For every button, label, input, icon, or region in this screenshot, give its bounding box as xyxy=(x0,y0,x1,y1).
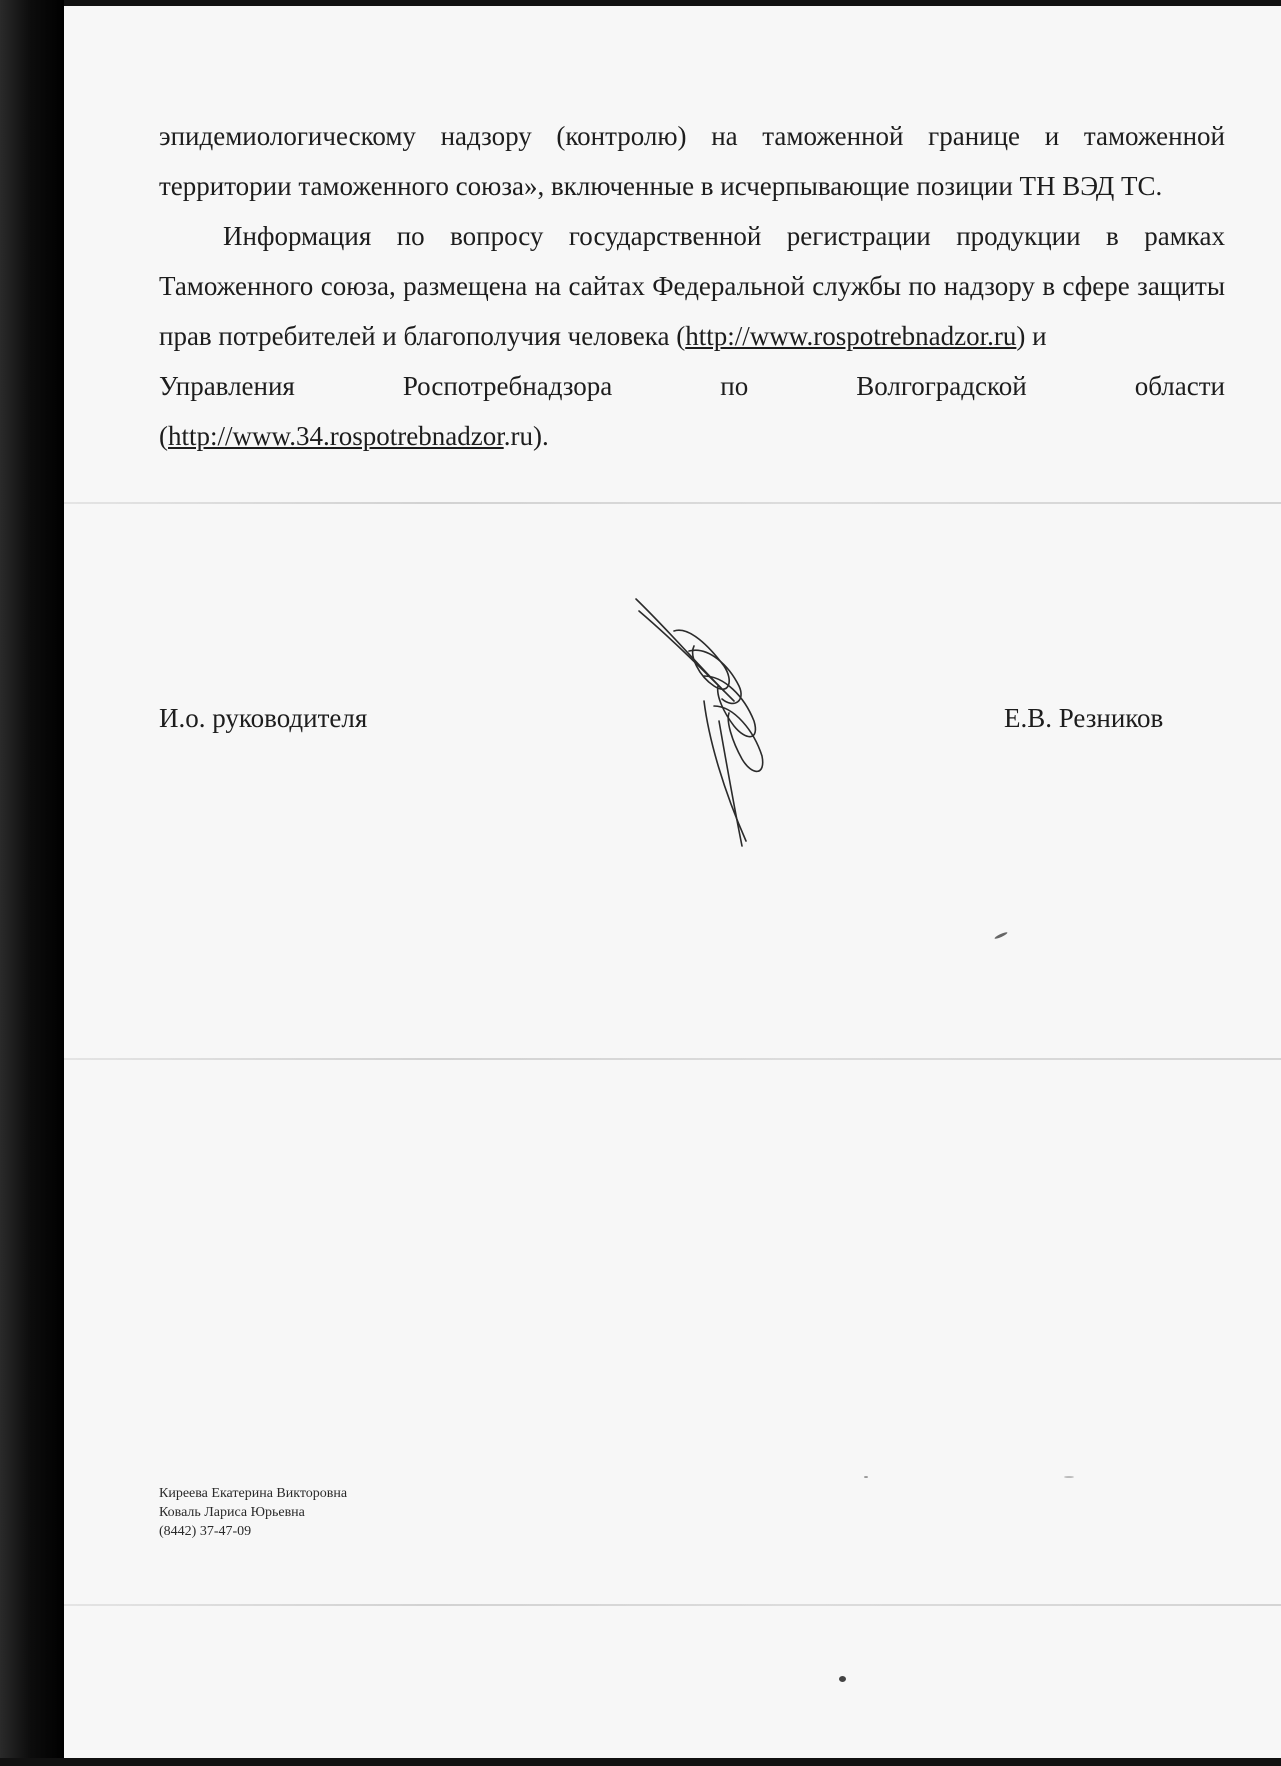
paragraph-word: Управления xyxy=(159,371,295,401)
scan-left-edge xyxy=(0,0,64,1766)
paragraph-line xyxy=(159,161,1225,211)
close-paren: ). xyxy=(532,421,549,451)
open-paren: ( xyxy=(159,421,168,451)
contact-line: Киреева Екатерина Викторовна xyxy=(159,1486,348,1501)
paragraph-word: по xyxy=(720,371,749,401)
rospotrebnadzor-34-link[interactable]: http://www.34.rospotrebnadzor xyxy=(168,421,504,451)
paper-fold-line xyxy=(64,1058,1281,1060)
scan-speck xyxy=(839,1676,846,1682)
info-paragraph-text: Информация по вопросу государственной регистрации продукции в рамках Таможенного союза, размещена на сайтах Федеральной службы по надзору в сфере защиты прав потребителей и благополучия человека ( xyxy=(159,221,1225,351)
scan-speck xyxy=(994,931,1008,940)
paragraph-line xyxy=(159,111,1225,161)
paragraph-line-text: территории таможенного союза», включенные в исчерпывающие позиции ТН ВЭД ТС. xyxy=(159,171,1163,201)
contact-phone: (8442) 37-47-09 xyxy=(159,1524,252,1539)
scan-speck xyxy=(864,1476,868,1478)
paragraph-word: Волгоградской xyxy=(856,371,1027,401)
paper-fold-line xyxy=(64,502,1281,504)
link-suffix: .ru xyxy=(503,421,533,451)
paper-fold-line xyxy=(64,1604,1281,1606)
handwritten-signature xyxy=(634,591,874,881)
document-page xyxy=(64,6,1281,1758)
signer-position: И.о. руководителя xyxy=(159,703,368,733)
scan-bottom-edge xyxy=(0,1758,1281,1766)
paragraph-line-text: эпидемиологическому надзору (контролю) на таможенной границе и таможенной xyxy=(159,121,1225,151)
paragraph-justified-line xyxy=(159,361,1225,411)
info-paragraph xyxy=(159,211,1225,461)
executor-contacts xyxy=(159,1484,347,1541)
scan-speck xyxy=(1064,1476,1074,1478)
paragraph-line xyxy=(159,411,1225,461)
paragraph-word: области xyxy=(1134,371,1225,401)
contact-line: Коваль Лариса Юрьевна xyxy=(159,1505,305,1520)
paragraph-continuation xyxy=(159,111,1225,211)
paragraph-word: Роспотребнадзора xyxy=(402,371,613,401)
signer-name: Е.В. Резников xyxy=(1004,703,1164,733)
info-paragraph-text: ) и xyxy=(1016,321,1047,351)
rospotrebnadzor-link[interactable]: http://www.rospotrebnadzor.ru xyxy=(685,321,1017,351)
